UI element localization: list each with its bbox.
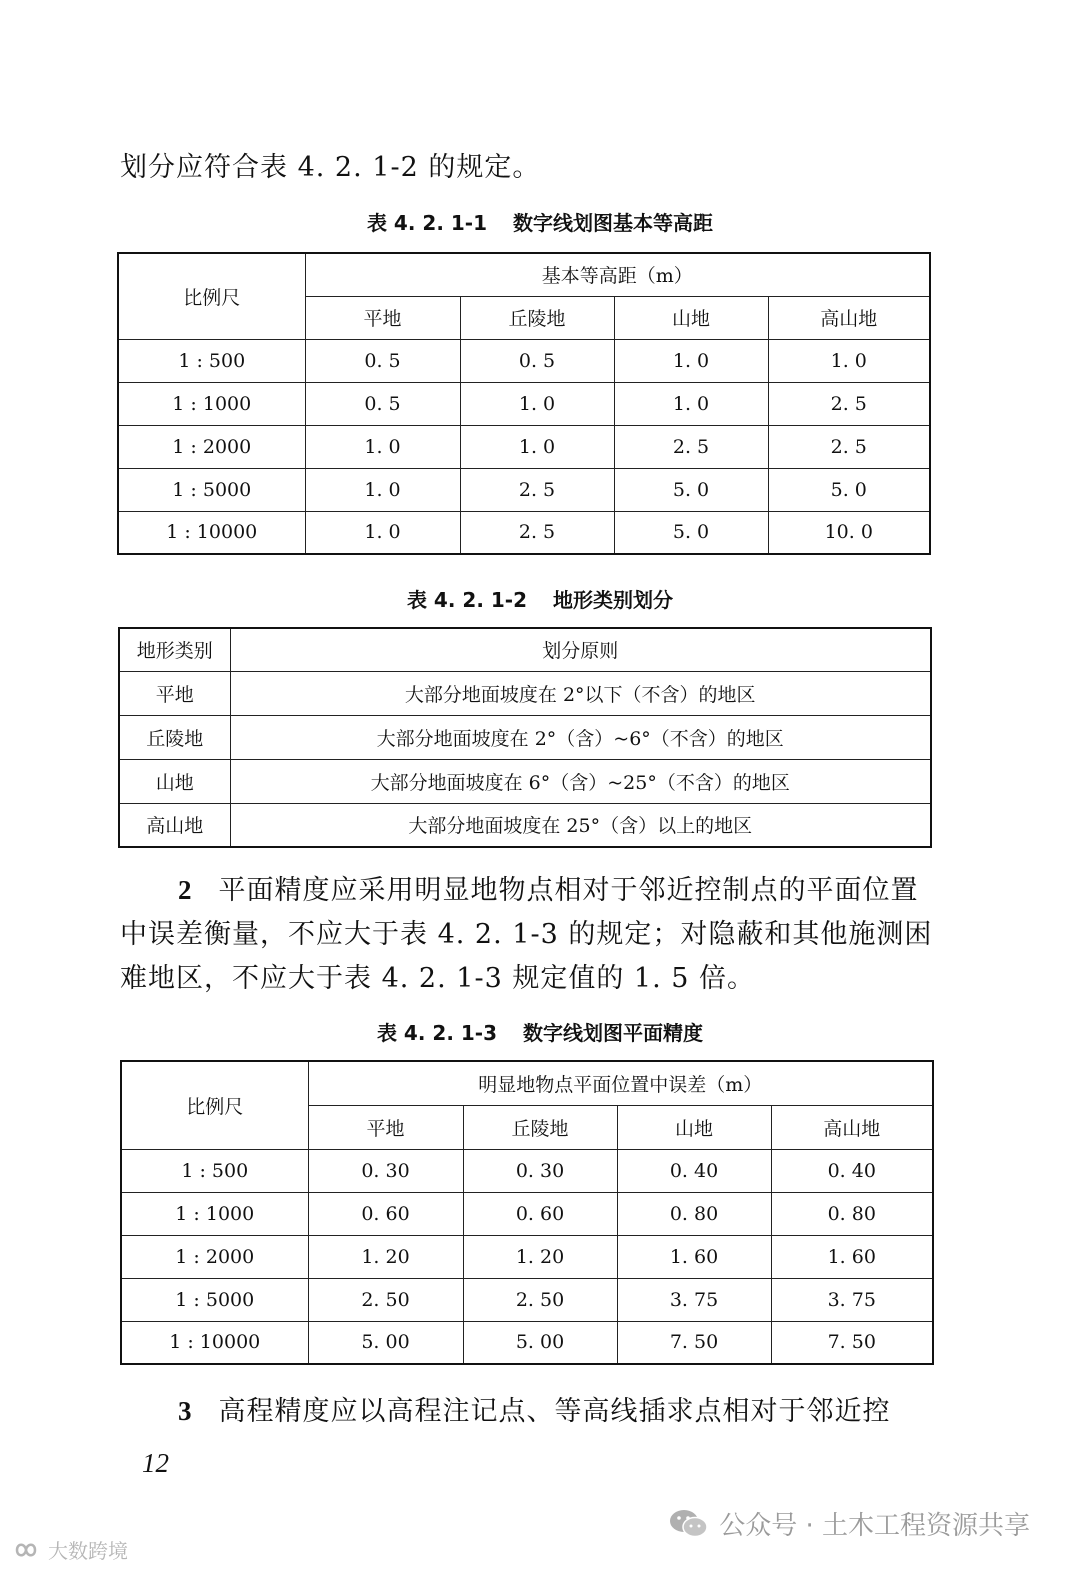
table-cell: 0. 5 <box>305 382 460 425</box>
table-cell: 大部分地面坡度在 6°（含）~25°（不含）的地区 <box>230 759 931 803</box>
table-row <box>118 339 930 382</box>
page-number: 12 <box>142 1448 169 1478</box>
table-cell: 2. 5 <box>768 425 930 468</box>
clause-3-paragraph <box>120 1389 940 1434</box>
table-row <box>121 1149 933 1192</box>
table-row <box>121 1192 933 1235</box>
table-cell: 2. 5 <box>768 382 930 425</box>
table3-caption-number: 表 4. 2. 1-3 <box>376 1021 498 1045</box>
wechat-icon <box>667 1507 711 1541</box>
table-cell: 0. 60 <box>308 1192 463 1235</box>
table-cell: 1. 20 <box>308 1235 463 1278</box>
table1-caption-number: 表 4. 2. 1-1 <box>366 211 488 235</box>
table-cell: 7. 50 <box>771 1321 933 1364</box>
table-cell: 1 : 500 <box>121 1149 308 1192</box>
brand-logo-watermark <box>8 1535 128 1564</box>
table-cell: 大部分地面坡度在 2°以下（不含）的地区 <box>230 671 931 715</box>
table-row <box>119 715 931 759</box>
table-cell: 2. 50 <box>463 1278 617 1321</box>
table-cell: 山地 <box>119 759 230 803</box>
table3-subheader: 丘陵地 <box>463 1105 617 1149</box>
table-cell: 2. 5 <box>460 511 614 554</box>
table1-subheader: 山地 <box>614 296 768 339</box>
table2-caption <box>0 585 1080 615</box>
table3-caption <box>0 1018 1080 1048</box>
table-cell: 0. 30 <box>308 1149 463 1192</box>
table3-header-scale: 比例尺 <box>121 1061 308 1149</box>
table-cell: 1. 60 <box>771 1235 933 1278</box>
table-cell: 0. 40 <box>617 1149 771 1192</box>
table-row <box>119 671 931 715</box>
table1-caption-title: 数字线划图基本等高距 <box>513 211 714 235</box>
table3-subheader: 高山地 <box>771 1105 933 1149</box>
table-cell: 1. 0 <box>305 425 460 468</box>
table-cell: 1 : 5000 <box>118 468 305 511</box>
table-cell: 0. 80 <box>771 1192 933 1235</box>
table-cell: 1 : 10000 <box>118 511 305 554</box>
table-row <box>119 803 931 847</box>
clause-2-number: 2 <box>178 875 193 905</box>
table1-subheader: 高山地 <box>768 296 930 339</box>
table-cell: 5. 0 <box>768 468 930 511</box>
table-cell: 3. 75 <box>617 1278 771 1321</box>
table-cell: 1. 60 <box>617 1235 771 1278</box>
table-row <box>121 1321 933 1364</box>
contour-interval-table <box>117 252 931 555</box>
table-cell: 7. 50 <box>617 1321 771 1364</box>
table2-caption-number: 表 4. 2. 1-2 <box>406 588 528 612</box>
clause-3-text: 高程精度应以高程注记点、等高线插求点相对于邻近控 <box>218 1396 891 1427</box>
table-cell: 1 : 10000 <box>121 1321 308 1364</box>
brand-logo-text: 大数跨境 <box>48 1539 128 1563</box>
table-cell: 1. 0 <box>614 339 768 382</box>
table1-header-scale: 比例尺 <box>118 253 305 339</box>
table-cell: 2. 5 <box>614 425 768 468</box>
table-row <box>121 1235 933 1278</box>
table-cell: 1 : 1000 <box>121 1192 308 1235</box>
table-row <box>119 759 931 803</box>
table-cell: 1. 0 <box>305 511 460 554</box>
table1-subheader: 平地 <box>305 296 460 339</box>
table-cell: 0. 40 <box>771 1149 933 1192</box>
terrain-class-table <box>118 627 932 848</box>
table3-caption-title: 数字线划图平面精度 <box>523 1021 704 1045</box>
watermark-text: 公众号 · 土木工程资源共享 <box>719 1511 1030 1541</box>
table2-header: 划分原则 <box>230 628 931 671</box>
table3-subheader: 山地 <box>617 1105 771 1149</box>
table-cell: 5. 00 <box>308 1321 463 1364</box>
table-cell: 1 : 5000 <box>121 1278 308 1321</box>
table-cell: 高山地 <box>119 803 230 847</box>
table-cell: 1. 20 <box>463 1235 617 1278</box>
table-cell: 1. 0 <box>305 468 460 511</box>
table-row <box>118 425 930 468</box>
table-cell: 2. 5 <box>460 468 614 511</box>
table-cell: 1. 0 <box>614 382 768 425</box>
table-row <box>118 382 930 425</box>
table-cell: 5. 0 <box>614 511 768 554</box>
table-cell: 1 : 2000 <box>118 425 305 468</box>
infinity-logo-icon <box>8 1539 44 1561</box>
table-cell: 0. 5 <box>305 339 460 382</box>
table-cell: 3. 75 <box>771 1278 933 1321</box>
table-cell: 1 : 2000 <box>121 1235 308 1278</box>
table-cell: 0. 60 <box>463 1192 617 1235</box>
table3-subheader: 平地 <box>308 1105 463 1149</box>
clause-2-paragraph <box>120 868 940 1001</box>
table-cell: 1. 0 <box>460 382 614 425</box>
table-cell: 大部分地面坡度在 2°（含）~6°（不含）的地区 <box>230 715 931 759</box>
table-cell: 1 : 500 <box>118 339 305 382</box>
table1-subheader: 丘陵地 <box>460 296 614 339</box>
clause-2-text: 平面精度应采用明显地物点相对于邻近控制点的平面位置中误差衡量，不应大于表 4. 2. 1-3 的规定；对隐蔽和其他施测困难地区，不应大于表 4. 2. 1-3 规定值的 1. 5 倍。 <box>120 875 933 994</box>
table1-caption <box>0 208 1080 238</box>
table-cell: 1. 0 <box>460 425 614 468</box>
wechat-watermark <box>667 1505 1030 1542</box>
table-row <box>118 511 930 554</box>
table-cell: 5. 00 <box>463 1321 617 1364</box>
table-cell: 2. 50 <box>308 1278 463 1321</box>
table-cell: 0. 30 <box>463 1149 617 1192</box>
table-cell: 1. 0 <box>768 339 930 382</box>
table-cell: 1 : 1000 <box>118 382 305 425</box>
clause-3-number: 3 <box>178 1396 193 1426</box>
table2-caption-title: 地形类别划分 <box>553 588 674 612</box>
table-cell: 0. 80 <box>617 1192 771 1235</box>
table-row <box>118 468 930 511</box>
table3-group-header: 明显地物点平面位置中误差（m） <box>308 1061 933 1105</box>
intro-paragraph: 划分应符合表 4. 2. 1-2 的规定。 <box>120 152 541 183</box>
table-cell: 平地 <box>119 671 230 715</box>
table-cell: 丘陵地 <box>119 715 230 759</box>
table2-header: 地形类别 <box>119 628 230 671</box>
table-row <box>121 1278 933 1321</box>
table-cell: 0. 5 <box>460 339 614 382</box>
table-cell: 10. 0 <box>768 511 930 554</box>
table-cell: 大部分地面坡度在 25°（含）以上的地区 <box>230 803 931 847</box>
table1-group-header: 基本等高距（m） <box>305 253 930 296</box>
table-cell: 5. 0 <box>614 468 768 511</box>
planimetric-accuracy-table <box>120 1060 934 1365</box>
